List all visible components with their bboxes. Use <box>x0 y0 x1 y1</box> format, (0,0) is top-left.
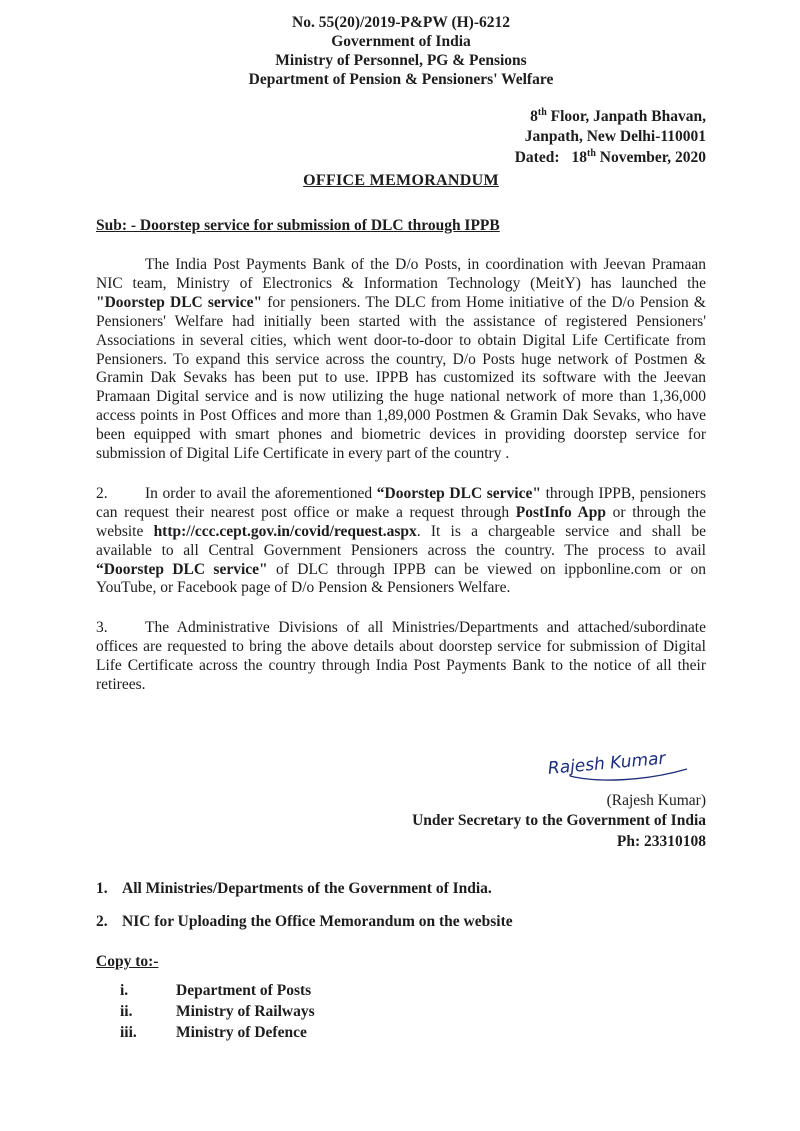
floor-number: 8 <box>530 107 538 125</box>
distribution-list <box>96 880 706 931</box>
floor-ordinal: th <box>537 106 547 118</box>
copy-to-item-1 <box>120 981 706 1001</box>
para1-segment: for pensioners. The DLC from Home initiative of the D/o Pension & Pensioners' Welfare had initially been started with the assistance of registered Pensioners' Associations in several cities, which went door-to-door to obtain Digital Life Certificate from Pensioners. To expand this service across the country, D/o Posts huge network of Postmen & Gramin Dak Sevaks has been put to use. IPPB has customized its software with the Jeevan Pramaan Digital service and is now utilizing the huge national network of more than 1,36,000 access points in Post Offices and more than 1,89,000 Postmen & Gramin Dak Sevaks, who have been equipped with smart phones and biometric devices in providing doorstep service for submission of Digital Life Certificate in every part of the country . <box>96 293 706 463</box>
date-day: 18 <box>571 148 588 166</box>
address-block <box>96 107 706 168</box>
distribution-item-text: All Ministries/Departments of the Government of India. <box>122 880 492 898</box>
para2-number: 2. <box>96 484 108 502</box>
date-label: Dated: <box>514 148 560 166</box>
para3-text: The Administrative Divisions of all Ministries/Departments and attached/subordinate offices are requested to bring the above details about doorstep service for submission of Digital Life Certificate across the country through India Post Payments Bank to the notice of all their retirees. <box>96 619 706 694</box>
date-rest: November, 2020 <box>595 148 706 166</box>
signatory-block <box>96 791 706 852</box>
paragraph-3 <box>96 619 706 695</box>
copy-to-item-text: Department of Posts <box>176 982 312 1000</box>
paragraph-2 <box>96 485 706 598</box>
para1-bold-doorstep-service: "Doorstep DLC service" <box>96 293 263 311</box>
para2-segment: of DLC through IPPB can be viewed on ippbonline.com or on YouTube, or Facebook page of D/o Pension & Pensioners Welfare. <box>96 560 706 597</box>
para3-number: 3. <box>96 619 108 637</box>
para2-bold-postinfo-app: PostInfo App <box>515 503 606 521</box>
subject-text: Sub: - Doorstep service for submission of DLC through IPPB <box>96 216 500 234</box>
copy-to-item-text: Ministry of Railways <box>176 1003 315 1021</box>
address-line-1 <box>96 107 706 127</box>
copy-to-heading <box>96 953 706 971</box>
document-title <box>96 172 706 190</box>
copy-to-item-number: iii. <box>120 1024 137 1042</box>
copy-to-list <box>96 981 706 1042</box>
copy-to-item-number: ii. <box>120 1003 133 1021</box>
signature-script-text: Rajesh Kumar <box>547 748 667 779</box>
copy-to-item-text: Ministry of Defence <box>176 1024 307 1042</box>
doc-header <box>96 14 706 90</box>
para2-bold-doorstep-service-2: “Doorstep DLC service" <box>96 560 268 578</box>
signature-area <box>96 745 706 789</box>
reference-number: No. 55(20)/2019-P&PW (H)-6212 <box>292 14 510 31</box>
date-line <box>96 148 706 168</box>
distribution-item-number: 1. <box>96 880 108 898</box>
copy-to-item-number: i. <box>120 982 129 1000</box>
date-ordinal: th <box>587 147 596 159</box>
document-title-text: OFFICE MEMORANDUM <box>303 171 499 189</box>
para2-segment: through IPPB, pensioners can request their nearest post office or make a request through <box>96 484 706 521</box>
para2-segment: In order to avail the aforementioned <box>145 484 377 502</box>
subject-line <box>96 217 706 235</box>
signatory-name: (Rajesh Kumar) <box>606 792 706 810</box>
signatory-designation: Under Secretary to the Government of India <box>412 812 706 830</box>
address-line-2: Janpath, New Delhi-110001 <box>524 128 706 146</box>
copy-to-item-2 <box>120 1002 706 1022</box>
org-line-government: Government of India <box>331 32 471 50</box>
copy-to-item-3 <box>120 1023 706 1043</box>
distribution-item-number: 2. <box>96 913 108 931</box>
org-line-ministry: Ministry of Personnel, PG & Pensions <box>275 51 527 69</box>
distribution-item-2 <box>96 913 706 931</box>
para2-bold-doorstep-service: “Doorstep DLC service" <box>376 484 541 502</box>
distribution-item-text: NIC for Uploading the Office Memorandum on the website <box>122 913 513 931</box>
signatory-phone: Ph: 23310108 <box>616 832 706 850</box>
para2-segment: . It is a chargeable service and shall be available to all Central Government Pensioners across the country. The process to avail <box>96 522 706 559</box>
org-line-department: Department of Pension & Pensioners' Welfare <box>248 70 554 88</box>
paragraph-1 <box>96 256 706 464</box>
signature-image <box>540 745 692 787</box>
para1-segment: The India Post Payments Bank of the D/o Posts, in coordination with Jeevan Pramaan NIC team, Ministry of Electronics & Information Technology (MeitY) has launched the <box>96 255 706 292</box>
distribution-item-1 <box>96 880 706 898</box>
para2-url-text: http://ccc.cept.gov.in/covid/request.aspx <box>153 522 417 540</box>
copy-to-label: Copy to:- <box>96 953 159 971</box>
floor-rest: Floor, Janpath Bhavan, <box>546 107 706 125</box>
para2-segment: or through the website <box>96 503 707 540</box>
